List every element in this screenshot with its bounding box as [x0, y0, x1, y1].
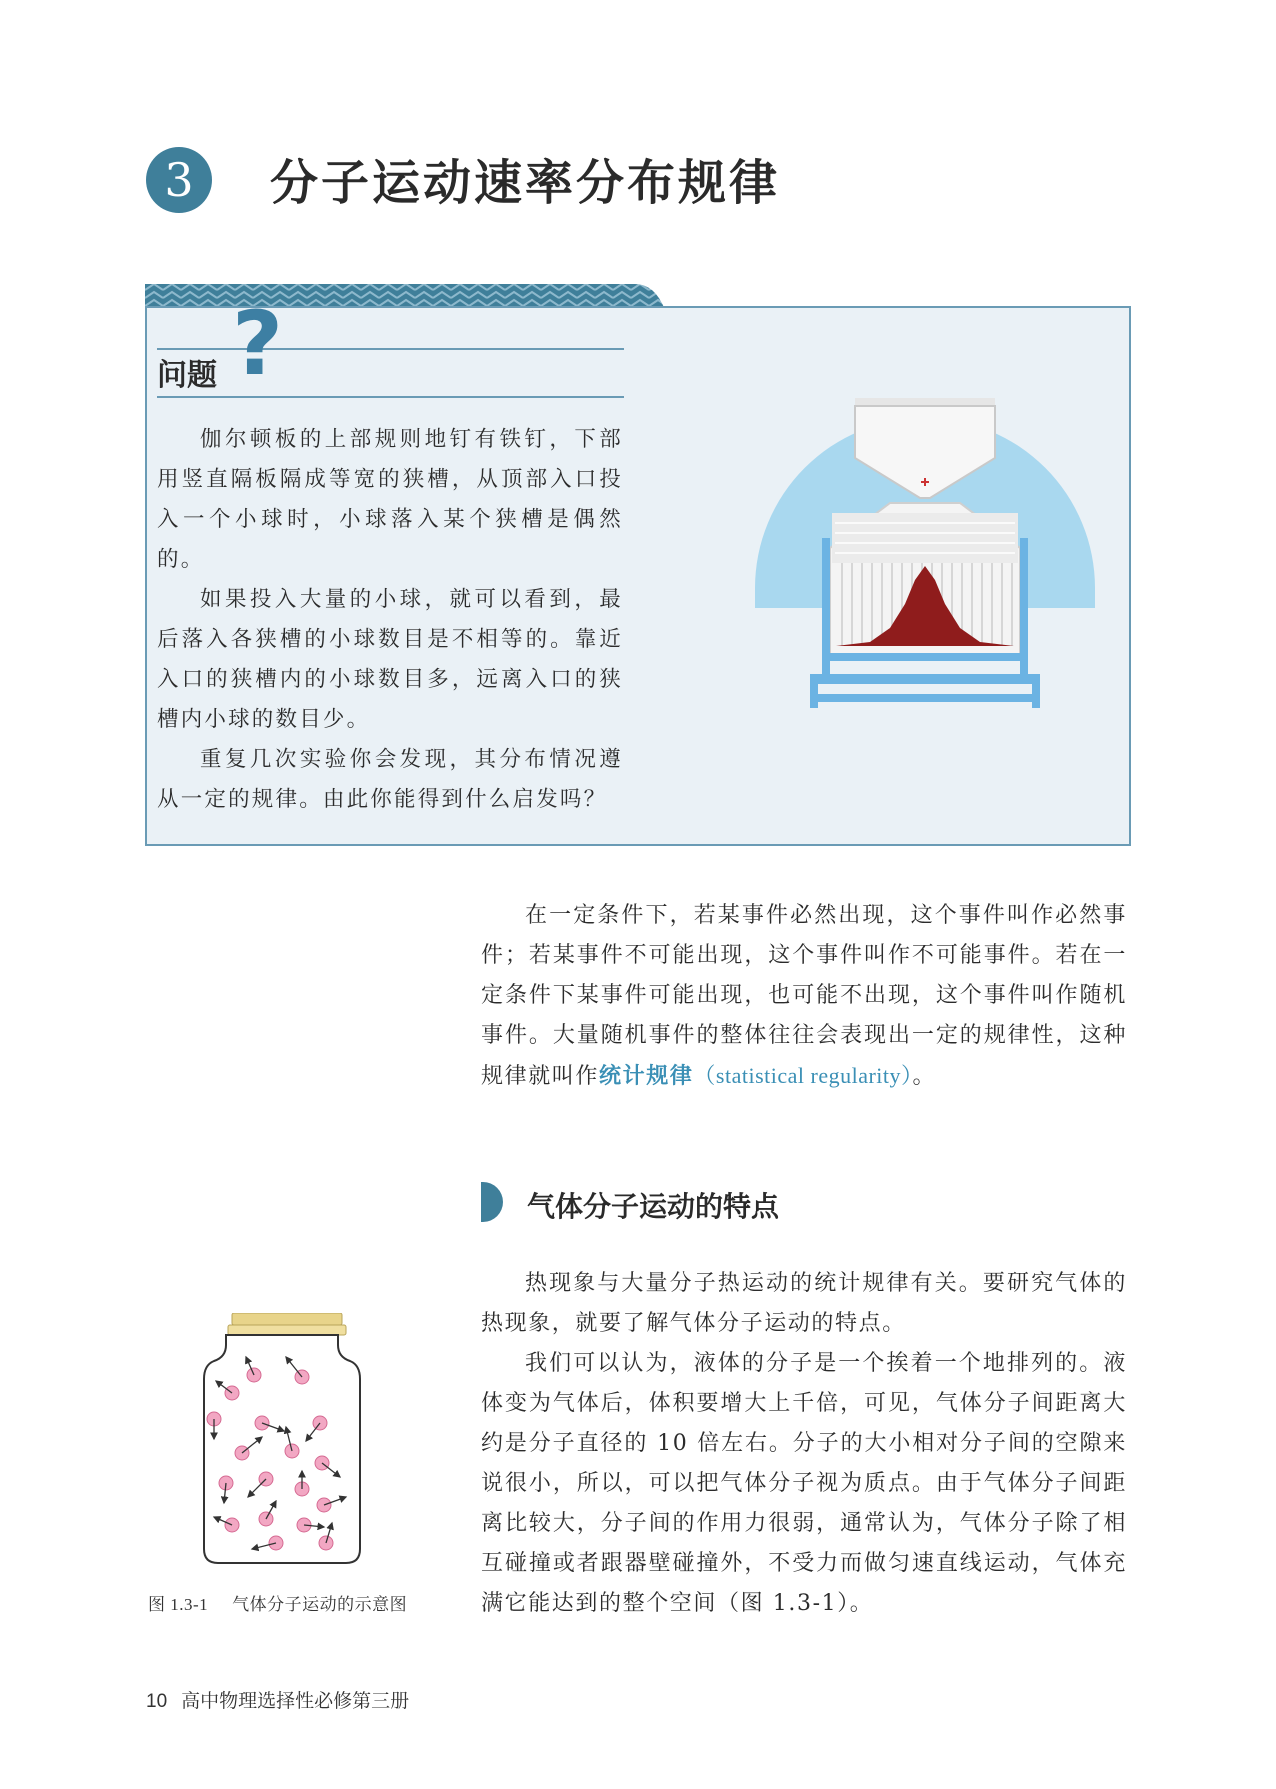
subsection-title: 气体分子运动的特点 — [527, 1190, 780, 1223]
body-paragraph: 我们可以认为，液体的分子是一个挨着一个地排列的。液体变为气体后，体积要增大上千倍，可见，气体分子间距离大约是分子直径的 10 倍左右。分子的大小相对分子间的空隙来说很小，所以，可以把气体分子视为质点。由于气体分子间距离比较大，分子间的作用力很弱，通常认为，气体分子除了相互碰撞或者跟器壁碰撞外，不受力而做匀速直线运动，气体充满它能达到的整个空间（图 1.3-1）。 — [481, 1351, 1127, 1616]
term-statistical-regularity: 统计规律 — [599, 1064, 694, 1089]
question-paragraph: 如果投入大量的小球，就可以看到，最后落入各狭槽的小球数目是不相等的。靠近入口的狭槽内的小球数目多，远离入口的狭槽内小球的数目少。 — [157, 587, 623, 732]
question-paragraph: 伽尔顿板的上部规则地钉有铁钉，下部用竖直隔板隔成等宽的狭槽，从顶部入口投入一个小球时，小球落入某个狭槽是偶然的。 — [157, 427, 623, 572]
figure-caption-text: 气体分子运动的示意图 — [232, 1595, 408, 1615]
body-text — [481, 1264, 1127, 1624]
page-number: 10 — [146, 1691, 168, 1712]
intro-paragraph — [481, 896, 1127, 1097]
subsection-marker-icon — [481, 1182, 503, 1222]
page-title: 分子运动速率分布规律 — [270, 155, 781, 211]
body-paragraph: 热现象与大量分子热运动的统计规律有关。要研究气体的热现象，就要了解气体分子运动的特点。 — [481, 1271, 1127, 1336]
intro-after: 。 — [912, 1064, 937, 1089]
figure-caption — [148, 1590, 407, 1615]
intro-before: 在一定条件下，若某事件必然出现，这个事件叫作必然事件；若某事件不可能出现，这个事件叫作不可能事件。若在一定条件下某事件可能出现，也可能不出现，这个事件叫作随机事件。大量随机事件的整体往往会表现出一定的规律性，这种规律就叫作 — [481, 903, 1127, 1089]
question-rule-bottom — [157, 396, 624, 398]
section-number: 3 — [164, 153, 194, 207]
term-english: （statistical regularity） — [693, 1063, 913, 1088]
intro-text — [481, 896, 1127, 1097]
question-heading: 问题 — [157, 358, 217, 393]
question-text — [157, 420, 623, 820]
gas-molecules-jar-figure — [192, 1313, 372, 1573]
question-paragraph: 重复几次实验你会发现，其分布情况遵从一定的规律。由此你能得到什么启发吗？ — [157, 747, 623, 812]
figure-number: 图 1.3-1 — [148, 1595, 209, 1614]
question-rule-top — [157, 348, 624, 350]
question-mark-icon: ? — [232, 292, 284, 395]
book-title: 高中物理选择性必修第三册 — [181, 1690, 410, 1712]
page-footer — [146, 1686, 409, 1713]
galton-board-image — [750, 398, 1100, 728]
